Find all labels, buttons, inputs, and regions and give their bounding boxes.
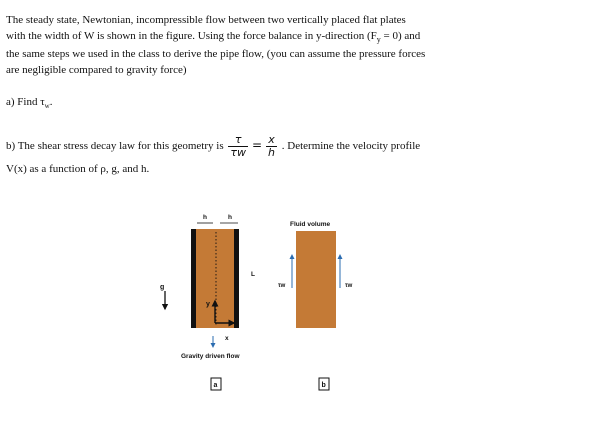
right-plate xyxy=(234,229,239,328)
shear-label-left: τw xyxy=(278,283,286,289)
left-plate xyxy=(191,229,196,328)
intro-line-4: are negligible compared to gravity force) xyxy=(6,63,187,76)
panel-b-label: b xyxy=(321,382,326,389)
panel-b-diagram xyxy=(278,221,353,390)
equation-fraction-right: $\frac{x}{h}$ xyxy=(268,133,276,159)
panel-a-label: a xyxy=(213,382,218,389)
y-axis-label: y xyxy=(206,301,210,308)
shear-label-right: τw xyxy=(345,283,353,289)
part-b-line-2: V(x) as a function of ρ, g, and h. xyxy=(6,163,150,175)
equation-equals: = xyxy=(251,138,263,153)
part-b-question: b) The shear stress decay law for this geometry is $\frac{\tau}{\tau w}$ = $\frac{x}{h}$ . Determine the velocity profile xyxy=(6,133,421,159)
h-label-2: h xyxy=(228,214,232,221)
gravity-label: g xyxy=(160,284,165,291)
figure-caption: Gravity driven flow xyxy=(181,353,240,360)
h-label-1: h xyxy=(203,214,207,221)
intro-line-1: The steady state, Newtonian, incompressible flow between two vertically placed flat plates xyxy=(6,14,406,26)
equation-fraction-left: $\frac{\tau}{\tau w}$ xyxy=(230,133,246,159)
panel-a-diagram xyxy=(160,214,255,390)
part-a-question: a) Find $\tau_w$. xyxy=(6,96,53,111)
fluid-volume-label: Fluid volume xyxy=(290,221,331,228)
fluid-volume-element xyxy=(296,231,336,328)
L-label: L xyxy=(251,271,255,278)
intro-line-2: with the width of W is shown in the figure. Using the force balance in y-direction $(F_y = 0)$ and xyxy=(6,29,421,44)
x-axis-label: x xyxy=(225,335,229,342)
intro-line-3: the same steps we used in the class to derive the pipe flow, (you can assume the pressure forces xyxy=(6,48,426,61)
